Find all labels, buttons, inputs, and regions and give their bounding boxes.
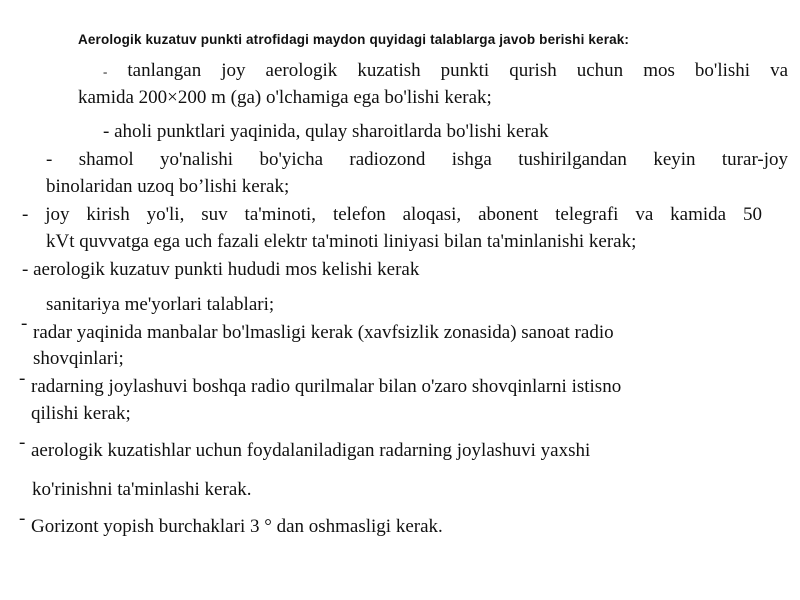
item-9-bullet: - [19, 508, 26, 529]
item-7-bullet: - [19, 368, 26, 389]
item-1-dash: - [103, 64, 108, 79]
page-title: Aerologik kuzatuv punkti atrofidagi maydon quyidagi talablarga javob berishi kerak: [78, 32, 630, 47]
item-7-line-1: radarning joylashuvi boshqa radio qurilmalar bilan o'zaro shovqinlarni istisno [31, 376, 622, 397]
item-4-line-2: kVt quvvatga ega uch fazali elektr ta'minoti liniyasi bilan ta'minlanishi kerak; [46, 231, 637, 252]
item-1-line-1 [103, 59, 788, 84]
item-4-line-1: - joy kirish yo'li, suv ta'minoti, telefon aloqasi, abonent telegrafi va kamida 50 [22, 204, 762, 225]
item-6-line-2: shovqinlari; [33, 348, 124, 369]
item-5-line-1: - aerologik kuzatuv punkti hududi mos kelishi kerak [22, 259, 420, 280]
item-5-line-2: sanitariya me'yorlari talablari; [46, 294, 275, 315]
item-7-line-2: qilishi kerak; [31, 403, 131, 424]
item-9-line-1: Gorizont yopish burchaklari 3 ° dan oshmasligi kerak. [31, 516, 443, 537]
item-8-line-2: ko'rinishni ta'minlashi kerak. [32, 479, 252, 500]
item-1-line-2: kamida 200×200 m (ga) o'lchamiga ega bo'lishi kerak; [78, 87, 492, 108]
item-3-line-2: binolaridan uzoq bo’lishi kerak; [46, 176, 290, 197]
item-6-line-1: radar yaqinida manbalar bo'lmasligi kerak (xavfsizlik zonasida) sanoat radio [33, 322, 614, 343]
item-8-bullet: - [19, 432, 26, 453]
item-2-line-1: - aholi punktlari yaqinida, qulay sharoitlarda bo'lishi kerak [103, 121, 549, 142]
item-3-line-1: - shamol yo'nalishi bo'yicha radiozond ishga tushirilgandan keyin turar-joy [46, 149, 788, 170]
item-6-bullet: - [21, 313, 28, 334]
item-8-line-1: aerologik kuzatishlar uchun foydalaniladigan radarning joylashuvi yaxshi [31, 440, 591, 461]
item-1-text: tanlangan joy aerologik kuzatish punkti qurish uchun mos bo'lishi va [127, 60, 788, 81]
